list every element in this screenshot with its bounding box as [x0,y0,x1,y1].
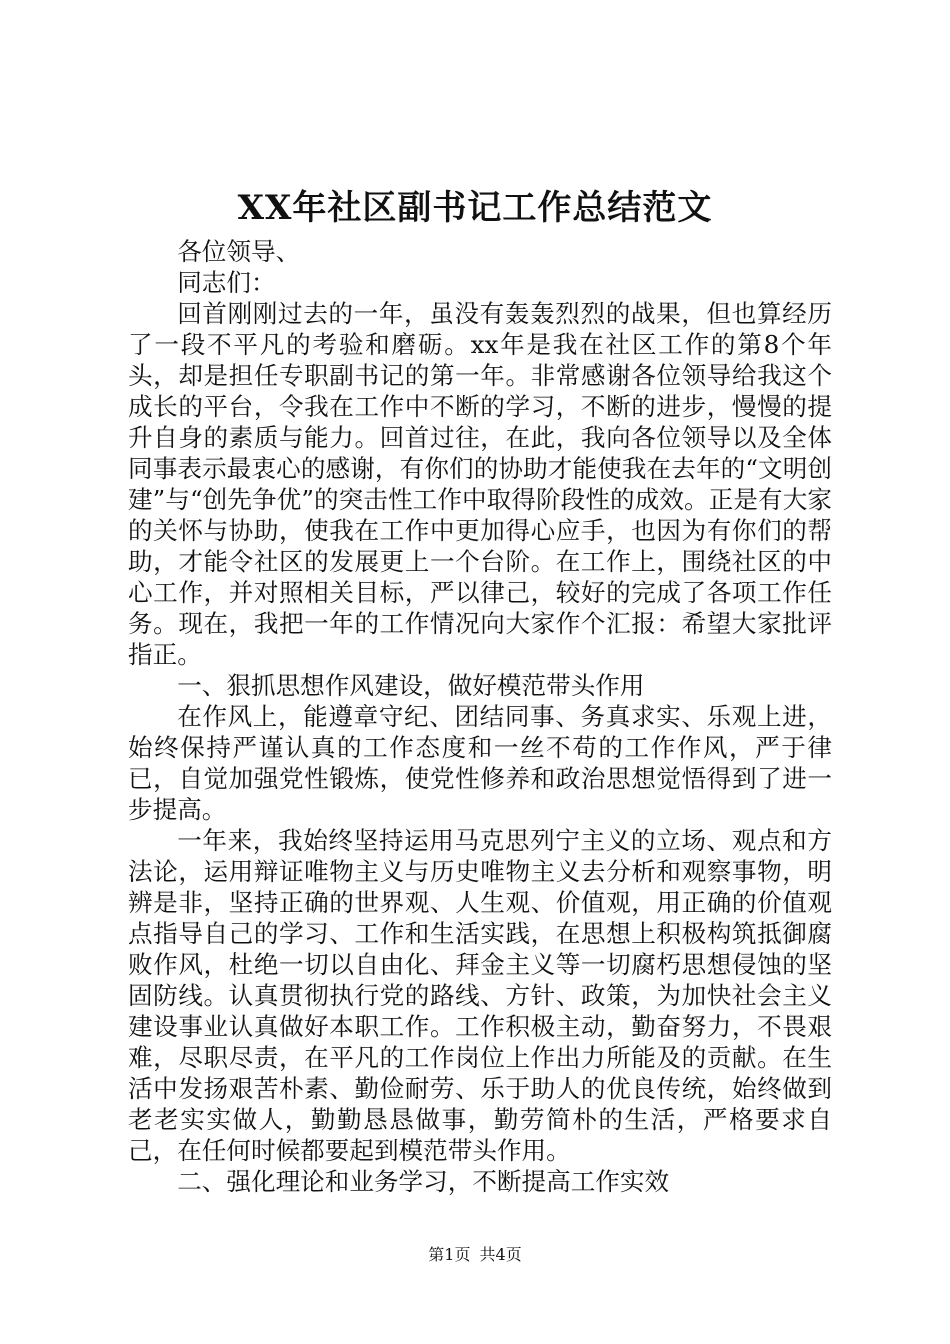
page-total: 共4页 [479,1245,522,1264]
salutation-line-1: 各位领导、 [177,237,301,266]
body-paragraph: 在作风上，能遵章守纪、团结同事、务真求实、乐观上进，始终保持严谨认真的工作态度和一丝不苟的工作作风，严于律已，自觉加强党性锻炼，使党性修养和政治思想觉悟得到了进一步提高。 [128,702,832,824]
body-paragraph: 一年来，我始终坚持运用马克思列宁主义的立场、观点和方法论，运用辩证唯物主义与历史唯物主义去分析和观察事物，明辨是非，坚持正确的世界观、人生观、价值观，用正确的价值观点指导自己的学习、工作和生活实践，在思想上积极构筑抵御腐败作风，杜绝一切以自由化、拜金主义等一切腐朽思想侵蚀的坚固防线。认真贯彻执行党的路线、方针、政策，为加快社会主义建设事业认真做好本职工作。工作积极主动，勤奋努力，不畏艰难，尽职尽责，在平凡的工作岗位上作出力所能及的贡献。在生活中发扬艰苦朴素、勤俭耐劳、乐于助人的优良传统，始终做到老老实实做人，勤勤恳恳做事，勤劳简朴的生活，严格要求自己，在任何时候都要起到模范带头作用。 [128,826,832,1165]
document-body [128,236,832,1197]
section-heading: 一、狠抓思想作风建设，做好模范带头作用 [177,671,645,700]
page-number: 第1页 [428,1245,471,1264]
section-heading: 二、强化理论和业务学习，不断提高工作实效 [177,1167,670,1196]
body-paragraph: 回首刚刚过去的一年，虽没有轰轰烈烈的战果，但也算经历了一段不平凡的考验和磨砺。xx年是我在社区工作的第8个年头，却是担任专职副书记的第一年。非常感谢各位领导给我这个成长的平台，令我在工作中不断的学习，不断的进步，慢慢的提升自身的素质与能力。回首过往，在此，我向各位领导以及全体同事表示最衷心的感谢，有你们的协助才能使我在去年的“文明创建”与“创先争优”的突击性工作中取得阶段性的成效。正是有大家的关怀与协助，使我在工作中更加得心应手，也因为有你们的帮助，才能令社区的发展更上一个台阶。在工作上，围绕社区的中心工作，并对照相关目标，严以律己，较好的完成了各项工作任务。现在，我把一年的工作情况向大家作个汇报：希望大家批评指正。 [128,299,832,669]
page-footer [0,1243,950,1267]
document-title: XX年社区副书记工作总结范文 [237,188,713,228]
salutation-line-2: 同志们： [177,268,276,297]
